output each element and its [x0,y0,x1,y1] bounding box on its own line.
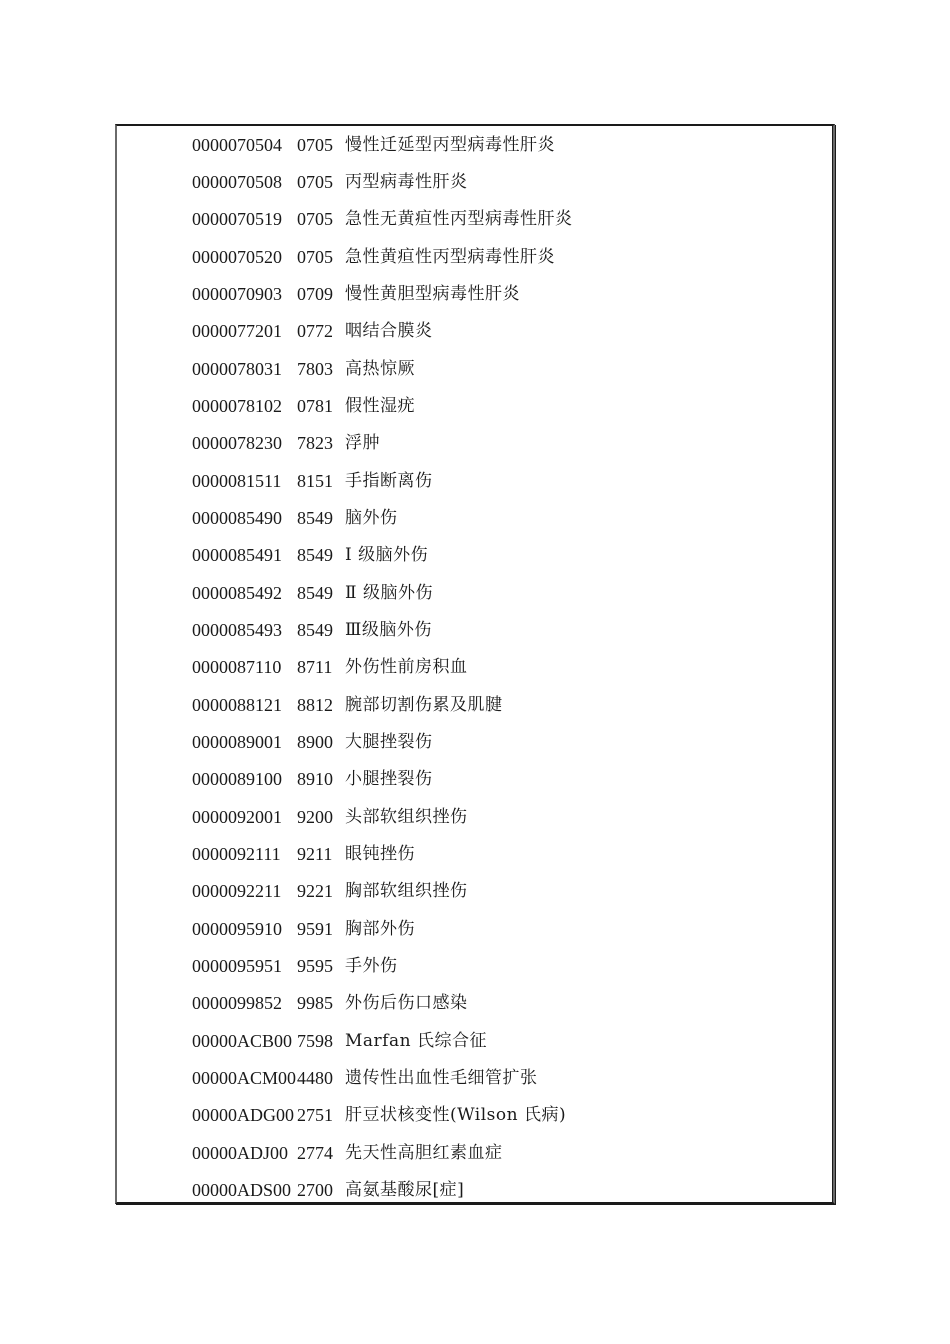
row-code: 0000070504 [192,135,282,155]
row-icd: 8910 [297,769,333,789]
row-code: 0000089001 [192,732,282,752]
row-icd: 8711 [297,657,333,677]
row-icd: 2774 [297,1143,333,1163]
row-icd: 9211 [297,844,333,864]
row-name: 大腿挫裂伤 [345,732,433,752]
row-icd: 0709 [297,284,333,304]
row-name: 丙型病毒性肝炎 [345,172,468,192]
row-name: 假性湿疣 [345,396,415,416]
row-icd: 9221 [297,881,333,901]
row-code: 00000ADJ00 [192,1143,289,1163]
row-name: 高氨基酸尿[症] [345,1180,465,1200]
row-icd: 9200 [297,807,333,827]
table-row [192,167,468,197]
table-row [192,578,433,608]
row-icd: 7823 [297,433,333,453]
row-name: 肝豆状核变性(Wilson 氏病) [345,1105,567,1125]
table-row [192,1026,487,1056]
row-icd: 8900 [297,732,333,752]
row-name: 慢性黄胆型病毒性肝炎 [345,284,520,304]
table-row [192,876,468,906]
row-name: 高热惊厥 [345,359,415,379]
row-name: 眼钝挫伤 [345,844,415,864]
row-icd: 0772 [297,321,333,341]
row-code: 00000ADG00 [192,1105,294,1125]
row-code: 0000078230 [192,433,282,453]
row-icd: 8549 [297,583,333,603]
row-name: 慢性迁延型丙型病毒性肝炎 [345,135,555,155]
row-code: 0000081511 [192,471,282,491]
row-icd: 9591 [297,919,333,939]
table-row [192,466,433,496]
table-row [192,690,503,720]
row-name: Ⅲ级脑外伤 [345,620,432,640]
row-name: 脑外伤 [345,508,398,528]
row-code: 0000078031 [192,359,282,379]
row-icd: 7598 [297,1031,333,1051]
row-code: 0000085493 [192,620,282,640]
row-name: 小腿挫裂伤 [345,769,433,789]
row-name: 外伤性前房积血 [345,657,468,677]
table-row [192,951,398,981]
row-name: 急性黄疸性丙型病毒性肝炎 [345,247,555,267]
row-icd: 0705 [297,247,333,267]
table-row [192,1175,464,1205]
row-name: 急性无黄疸性丙型病毒性肝炎 [345,209,573,229]
row-name: Marfan 氏综合征 [345,1031,487,1051]
row-icd: 0705 [297,135,333,155]
row-icd: 8549 [297,545,333,565]
row-code: 0000085492 [192,583,282,603]
row-code: 0000070520 [192,247,282,267]
row-code: 0000085491 [192,545,282,565]
table-row [192,428,380,458]
row-code: 0000095951 [192,956,282,976]
row-code: 0000070508 [192,172,282,192]
table-row [192,802,468,832]
table-row [192,242,555,272]
row-code: 0000092001 [192,807,282,827]
table-row [192,503,398,533]
row-code: 0000092111 [192,844,281,864]
row-icd: 8812 [297,695,333,715]
table-row [192,540,428,570]
table-row [192,316,433,346]
row-code: 0000095910 [192,919,282,939]
row-code: 00000ACM00 [192,1068,297,1088]
row-icd: 4480 [297,1068,333,1088]
row-code: 00000ADS00 [192,1180,292,1200]
row-code: 0000089100 [192,769,282,789]
table-row [192,914,415,944]
row-icd: 2700 [297,1180,333,1200]
row-icd: 0705 [297,209,333,229]
table-row [192,1100,566,1130]
row-icd: 8151 [297,471,333,491]
row-code: 0000077201 [192,321,282,341]
code-table [115,124,835,1204]
row-name: 胸部软组织挫伤 [345,881,468,901]
row-icd: 8549 [297,508,333,528]
table-row [192,764,433,794]
table-row [192,130,555,160]
row-name: 先天性高胆红素血症 [345,1143,503,1163]
row-icd: 9985 [297,993,333,1013]
row-code: 0000099852 [192,993,282,1013]
row-icd: 2751 [297,1105,333,1125]
row-code: 0000070519 [192,209,282,229]
row-name: 咽结合膜炎 [345,321,433,341]
row-code: 0000087110 [192,657,282,677]
table-row [192,391,415,421]
table-row [192,615,432,645]
table-row [192,204,573,234]
table-row [192,354,415,384]
table-row [192,1138,503,1168]
row-name: 遗传性出血性毛细管扩张 [345,1068,538,1088]
table-row [192,988,468,1018]
row-icd: 0781 [297,396,333,416]
table-row [192,727,433,757]
row-name: 浮肿 [345,433,380,453]
row-code: 0000085490 [192,508,282,528]
table-row [192,1063,538,1093]
row-icd: 9595 [297,956,333,976]
row-name: Ⅱ 级脑外伤 [345,583,433,603]
row-icd: 7803 [297,359,333,379]
row-name: 手外伤 [345,956,398,976]
table-row [192,839,415,869]
row-code: 0000070903 [192,284,282,304]
row-name: 手指断离伤 [345,471,433,491]
row-name: 头部软组织挫伤 [345,807,468,827]
row-icd: 8549 [297,620,333,640]
row-code: 0000092211 [192,881,282,901]
row-name: 外伤后伤口感染 [345,993,468,1013]
row-code: 0000078102 [192,396,282,416]
row-code: 00000ACB00 [192,1031,293,1051]
row-name: 腕部切割伤累及肌腱 [345,695,503,715]
table-row [192,279,520,309]
row-icd: 0705 [297,172,333,192]
row-name: 胸部外伤 [345,919,415,939]
table-row [192,652,468,682]
row-name: Ⅰ 级脑外伤 [345,545,429,565]
row-code: 0000088121 [192,695,282,715]
